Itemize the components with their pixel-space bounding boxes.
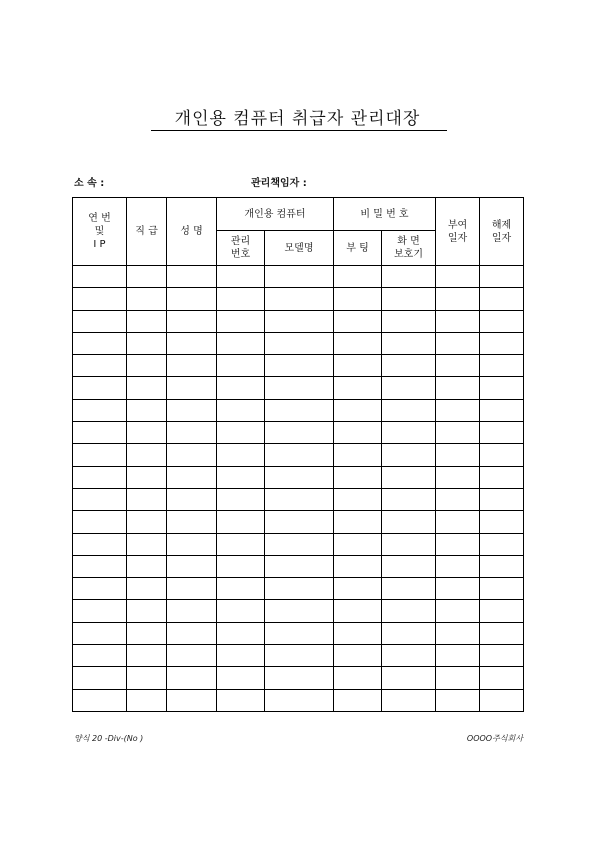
table-cell[interactable] xyxy=(480,600,524,622)
table-cell[interactable] xyxy=(167,667,217,689)
table-cell[interactable] xyxy=(127,533,167,555)
table-cell[interactable] xyxy=(167,511,217,533)
table-cell[interactable] xyxy=(382,355,436,377)
table-row xyxy=(73,667,524,689)
header-pc-model: 모델명 xyxy=(265,231,334,266)
table-cell[interactable] xyxy=(167,332,217,354)
table-cell[interactable] xyxy=(73,399,127,421)
table-cell[interactable] xyxy=(127,310,167,332)
table-cell[interactable] xyxy=(382,555,436,577)
table-row xyxy=(73,332,524,354)
table-cell[interactable] xyxy=(265,422,334,444)
table-cell[interactable] xyxy=(217,555,265,577)
table-cell[interactable] xyxy=(73,667,127,689)
page-title: 개인용 컴퓨터 취급자 관리대장 xyxy=(174,109,421,129)
header-screen-line2: 보호기 xyxy=(394,249,423,260)
table-cell[interactable] xyxy=(334,399,382,421)
table-cell[interactable] xyxy=(127,444,167,466)
table-cell[interactable] xyxy=(217,645,265,667)
table-cell[interactable] xyxy=(436,422,480,444)
table-cell[interactable] xyxy=(436,667,480,689)
table-cell[interactable] xyxy=(334,422,382,444)
table-row xyxy=(73,533,524,555)
table-cell[interactable] xyxy=(382,600,436,622)
table-cell[interactable] xyxy=(436,555,480,577)
table-cell[interactable] xyxy=(382,511,436,533)
header-serial-line1: 연 번 xyxy=(88,213,111,224)
table-cell[interactable] xyxy=(334,332,382,354)
table-cell[interactable] xyxy=(480,488,524,510)
table-cell[interactable] xyxy=(167,578,217,600)
table-cell[interactable] xyxy=(73,689,127,711)
table-cell[interactable] xyxy=(73,444,127,466)
table-cell[interactable] xyxy=(265,355,334,377)
header-revoke-line1: 해제 xyxy=(491,219,512,231)
header-pc-mgmt-line2: 번호 xyxy=(230,249,251,260)
table-cell[interactable] xyxy=(127,622,167,644)
table-cell[interactable] xyxy=(167,488,217,510)
table-cell[interactable] xyxy=(167,466,217,488)
table-row xyxy=(73,600,524,622)
header-rank: 직 급 xyxy=(127,198,167,266)
table-cell[interactable] xyxy=(265,511,334,533)
table-cell[interactable] xyxy=(73,377,127,399)
table-cell[interactable] xyxy=(217,310,265,332)
table-cell[interactable] xyxy=(73,355,127,377)
header-pc-group: 개인용 컴퓨터 xyxy=(217,198,334,231)
table-cell[interactable] xyxy=(334,555,382,577)
pc-handler-register-table xyxy=(72,197,524,712)
table-cell[interactable] xyxy=(167,377,217,399)
table-cell[interactable] xyxy=(382,622,436,644)
table-cell[interactable] xyxy=(334,355,382,377)
table-cell[interactable] xyxy=(334,689,382,711)
table-cell[interactable] xyxy=(265,667,334,689)
table-row xyxy=(73,422,524,444)
table-cell[interactable] xyxy=(436,511,480,533)
table-cell[interactable] xyxy=(265,444,334,466)
table-cell[interactable] xyxy=(436,578,480,600)
table-cell[interactable] xyxy=(167,555,217,577)
manager-label: 관리책임자 : xyxy=(251,178,307,189)
table-cell[interactable] xyxy=(167,444,217,466)
table-cell[interactable] xyxy=(127,645,167,667)
table-cell[interactable] xyxy=(127,511,167,533)
table-cell[interactable] xyxy=(73,488,127,510)
table-cell[interactable] xyxy=(436,332,480,354)
table-cell[interactable] xyxy=(73,600,127,622)
table-cell[interactable] xyxy=(167,288,217,310)
table-cell[interactable] xyxy=(334,377,382,399)
table-cell[interactable] xyxy=(480,555,524,577)
table-cell[interactable] xyxy=(334,466,382,488)
table-cell[interactable] xyxy=(436,310,480,332)
table-cell[interactable] xyxy=(480,689,524,711)
table-cell[interactable] xyxy=(217,422,265,444)
table-cell[interactable] xyxy=(480,533,524,555)
table-cell[interactable] xyxy=(265,266,334,288)
header-screen-line1: 화 면 xyxy=(397,236,420,247)
table-cell[interactable] xyxy=(382,399,436,421)
table-cell[interactable] xyxy=(217,266,265,288)
table-cell[interactable] xyxy=(265,488,334,510)
table-cell[interactable] xyxy=(382,689,436,711)
header-serial-line2: 및 xyxy=(94,226,105,237)
header-password-boot: 부 팅 xyxy=(334,231,382,266)
table-row xyxy=(73,555,524,577)
table-cell[interactable] xyxy=(265,310,334,332)
table-cell[interactable] xyxy=(480,645,524,667)
table-cell[interactable] xyxy=(127,355,167,377)
table-cell[interactable] xyxy=(480,622,524,644)
table-cell[interactable] xyxy=(480,332,524,354)
table-cell[interactable] xyxy=(217,667,265,689)
table-cell[interactable] xyxy=(265,622,334,644)
table-cell[interactable] xyxy=(167,600,217,622)
table-cell[interactable] xyxy=(167,399,217,421)
table-cell[interactable] xyxy=(436,689,480,711)
table-body xyxy=(73,266,524,712)
table-cell[interactable] xyxy=(217,578,265,600)
table-cell[interactable] xyxy=(73,645,127,667)
table-cell[interactable] xyxy=(436,488,480,510)
table-cell[interactable] xyxy=(73,578,127,600)
table-row xyxy=(73,310,524,332)
header-grant-line1: 부여 xyxy=(447,219,468,231)
header-serial-line3: I P xyxy=(93,239,106,250)
table-cell[interactable] xyxy=(265,555,334,577)
affiliation-label: 소 속 : xyxy=(74,178,105,189)
table-row xyxy=(73,645,524,667)
table-cell[interactable] xyxy=(73,622,127,644)
table-cell[interactable] xyxy=(265,377,334,399)
table-cell[interactable] xyxy=(436,399,480,421)
table-cell[interactable] xyxy=(265,689,334,711)
table-cell[interactable] xyxy=(127,288,167,310)
table-row xyxy=(73,355,524,377)
table-cell[interactable] xyxy=(127,667,167,689)
table-cell[interactable] xyxy=(334,444,382,466)
table-cell[interactable] xyxy=(334,310,382,332)
table-cell[interactable] xyxy=(436,444,480,466)
table-cell[interactable] xyxy=(334,622,382,644)
header-pc-mgmt-number xyxy=(217,231,265,266)
table-cell[interactable] xyxy=(217,377,265,399)
table-cell[interactable] xyxy=(217,689,265,711)
table-cell[interactable] xyxy=(73,555,127,577)
table-cell[interactable] xyxy=(265,399,334,421)
table-cell[interactable] xyxy=(382,422,436,444)
table-cell[interactable] xyxy=(480,377,524,399)
table-row xyxy=(73,578,524,600)
table-cell[interactable] xyxy=(167,533,217,555)
table-cell[interactable] xyxy=(127,600,167,622)
table-row xyxy=(73,266,524,288)
table-cell[interactable] xyxy=(265,332,334,354)
table-cell[interactable] xyxy=(167,422,217,444)
table-cell[interactable] xyxy=(73,511,127,533)
company-name: OOOO주식회사 xyxy=(466,734,523,743)
table-row xyxy=(73,466,524,488)
table-cell[interactable] xyxy=(480,511,524,533)
table-cell[interactable] xyxy=(127,689,167,711)
table-cell[interactable] xyxy=(73,310,127,332)
table-cell[interactable] xyxy=(73,288,127,310)
table-cell[interactable] xyxy=(436,288,480,310)
table-cell[interactable] xyxy=(265,645,334,667)
table-cell[interactable] xyxy=(217,511,265,533)
table-cell[interactable] xyxy=(436,533,480,555)
table-cell[interactable] xyxy=(334,645,382,667)
table-cell[interactable] xyxy=(334,667,382,689)
table-cell[interactable] xyxy=(334,288,382,310)
header-revoke-line2: 일자 xyxy=(491,232,512,244)
table-row xyxy=(73,689,524,711)
table-cell[interactable] xyxy=(127,422,167,444)
table-cell[interactable] xyxy=(334,488,382,510)
table-cell[interactable] xyxy=(217,355,265,377)
form-code: 양식 20 -Div-(No ) xyxy=(74,734,144,743)
table-cell[interactable] xyxy=(217,444,265,466)
table-cell[interactable] xyxy=(334,533,382,555)
table-cell[interactable] xyxy=(127,266,167,288)
table-cell[interactable] xyxy=(382,645,436,667)
table-cell[interactable] xyxy=(382,288,436,310)
table-cell[interactable] xyxy=(480,444,524,466)
table-cell[interactable] xyxy=(334,511,382,533)
table-cell[interactable] xyxy=(436,622,480,644)
table-cell[interactable] xyxy=(167,266,217,288)
table-cell[interactable] xyxy=(382,578,436,600)
table-row xyxy=(73,444,524,466)
table-cell[interactable] xyxy=(127,488,167,510)
table-cell[interactable] xyxy=(217,533,265,555)
table-cell[interactable] xyxy=(217,399,265,421)
table-cell[interactable] xyxy=(382,444,436,466)
table-cell[interactable] xyxy=(127,578,167,600)
table-row xyxy=(73,377,524,399)
table-cell[interactable] xyxy=(217,466,265,488)
table-row xyxy=(73,288,524,310)
header-grant-date xyxy=(436,198,480,266)
table-cell[interactable] xyxy=(334,266,382,288)
table-cell[interactable] xyxy=(334,578,382,600)
header-pc-mgmt-line1: 관리 xyxy=(230,236,251,247)
header-password-group: 비 밀 번 호 xyxy=(334,198,436,231)
header-grant-line2: 일자 xyxy=(447,232,468,244)
table-cell[interactable] xyxy=(480,288,524,310)
table-cell[interactable] xyxy=(265,600,334,622)
table-row xyxy=(73,488,524,510)
table-cell[interactable] xyxy=(265,533,334,555)
title-underline xyxy=(151,130,447,131)
table-cell[interactable] xyxy=(73,266,127,288)
header-serial-ip xyxy=(73,198,127,266)
table-cell[interactable] xyxy=(73,332,127,354)
table-cell[interactable] xyxy=(382,332,436,354)
table-cell[interactable] xyxy=(167,310,217,332)
table-cell[interactable] xyxy=(480,466,524,488)
table-cell[interactable] xyxy=(127,399,167,421)
table-cell[interactable] xyxy=(480,399,524,421)
table-cell[interactable] xyxy=(167,689,217,711)
table-cell[interactable] xyxy=(436,645,480,667)
table-cell[interactable] xyxy=(436,355,480,377)
table-cell[interactable] xyxy=(217,622,265,644)
table-cell[interactable] xyxy=(480,422,524,444)
table-cell[interactable] xyxy=(217,488,265,510)
table-cell[interactable] xyxy=(382,667,436,689)
table-cell[interactable] xyxy=(217,600,265,622)
table-cell[interactable] xyxy=(480,578,524,600)
table-cell[interactable] xyxy=(127,555,167,577)
table-cell[interactable] xyxy=(167,355,217,377)
table-cell[interactable] xyxy=(480,667,524,689)
table-cell[interactable] xyxy=(436,600,480,622)
header-password-screensaver xyxy=(382,231,436,266)
table-cell[interactable] xyxy=(167,622,217,644)
table-cell[interactable] xyxy=(436,266,480,288)
table-cell[interactable] xyxy=(265,288,334,310)
table-cell[interactable] xyxy=(480,266,524,288)
table-cell[interactable] xyxy=(334,600,382,622)
table-cell[interactable] xyxy=(73,422,127,444)
table-cell[interactable] xyxy=(167,645,217,667)
table-row xyxy=(73,399,524,421)
table-row xyxy=(73,511,524,533)
table-row xyxy=(73,622,524,644)
table-cell[interactable] xyxy=(382,488,436,510)
table-cell[interactable] xyxy=(382,533,436,555)
table-cell[interactable] xyxy=(382,377,436,399)
table-cell[interactable] xyxy=(73,533,127,555)
table-cell[interactable] xyxy=(265,466,334,488)
table-cell[interactable] xyxy=(265,578,334,600)
table-cell[interactable] xyxy=(480,310,524,332)
header-revoke-date xyxy=(480,198,524,266)
table-cell[interactable] xyxy=(127,466,167,488)
table-cell[interactable] xyxy=(382,466,436,488)
table-cell[interactable] xyxy=(217,288,265,310)
table-cell[interactable] xyxy=(480,355,524,377)
table-cell[interactable] xyxy=(73,466,127,488)
table-cell[interactable] xyxy=(217,332,265,354)
table-cell[interactable] xyxy=(127,332,167,354)
table-cell[interactable] xyxy=(382,310,436,332)
table-cell[interactable] xyxy=(436,466,480,488)
table-cell[interactable] xyxy=(382,266,436,288)
header-name: 성 명 xyxy=(167,198,217,266)
table-cell[interactable] xyxy=(127,377,167,399)
table-cell[interactable] xyxy=(436,377,480,399)
